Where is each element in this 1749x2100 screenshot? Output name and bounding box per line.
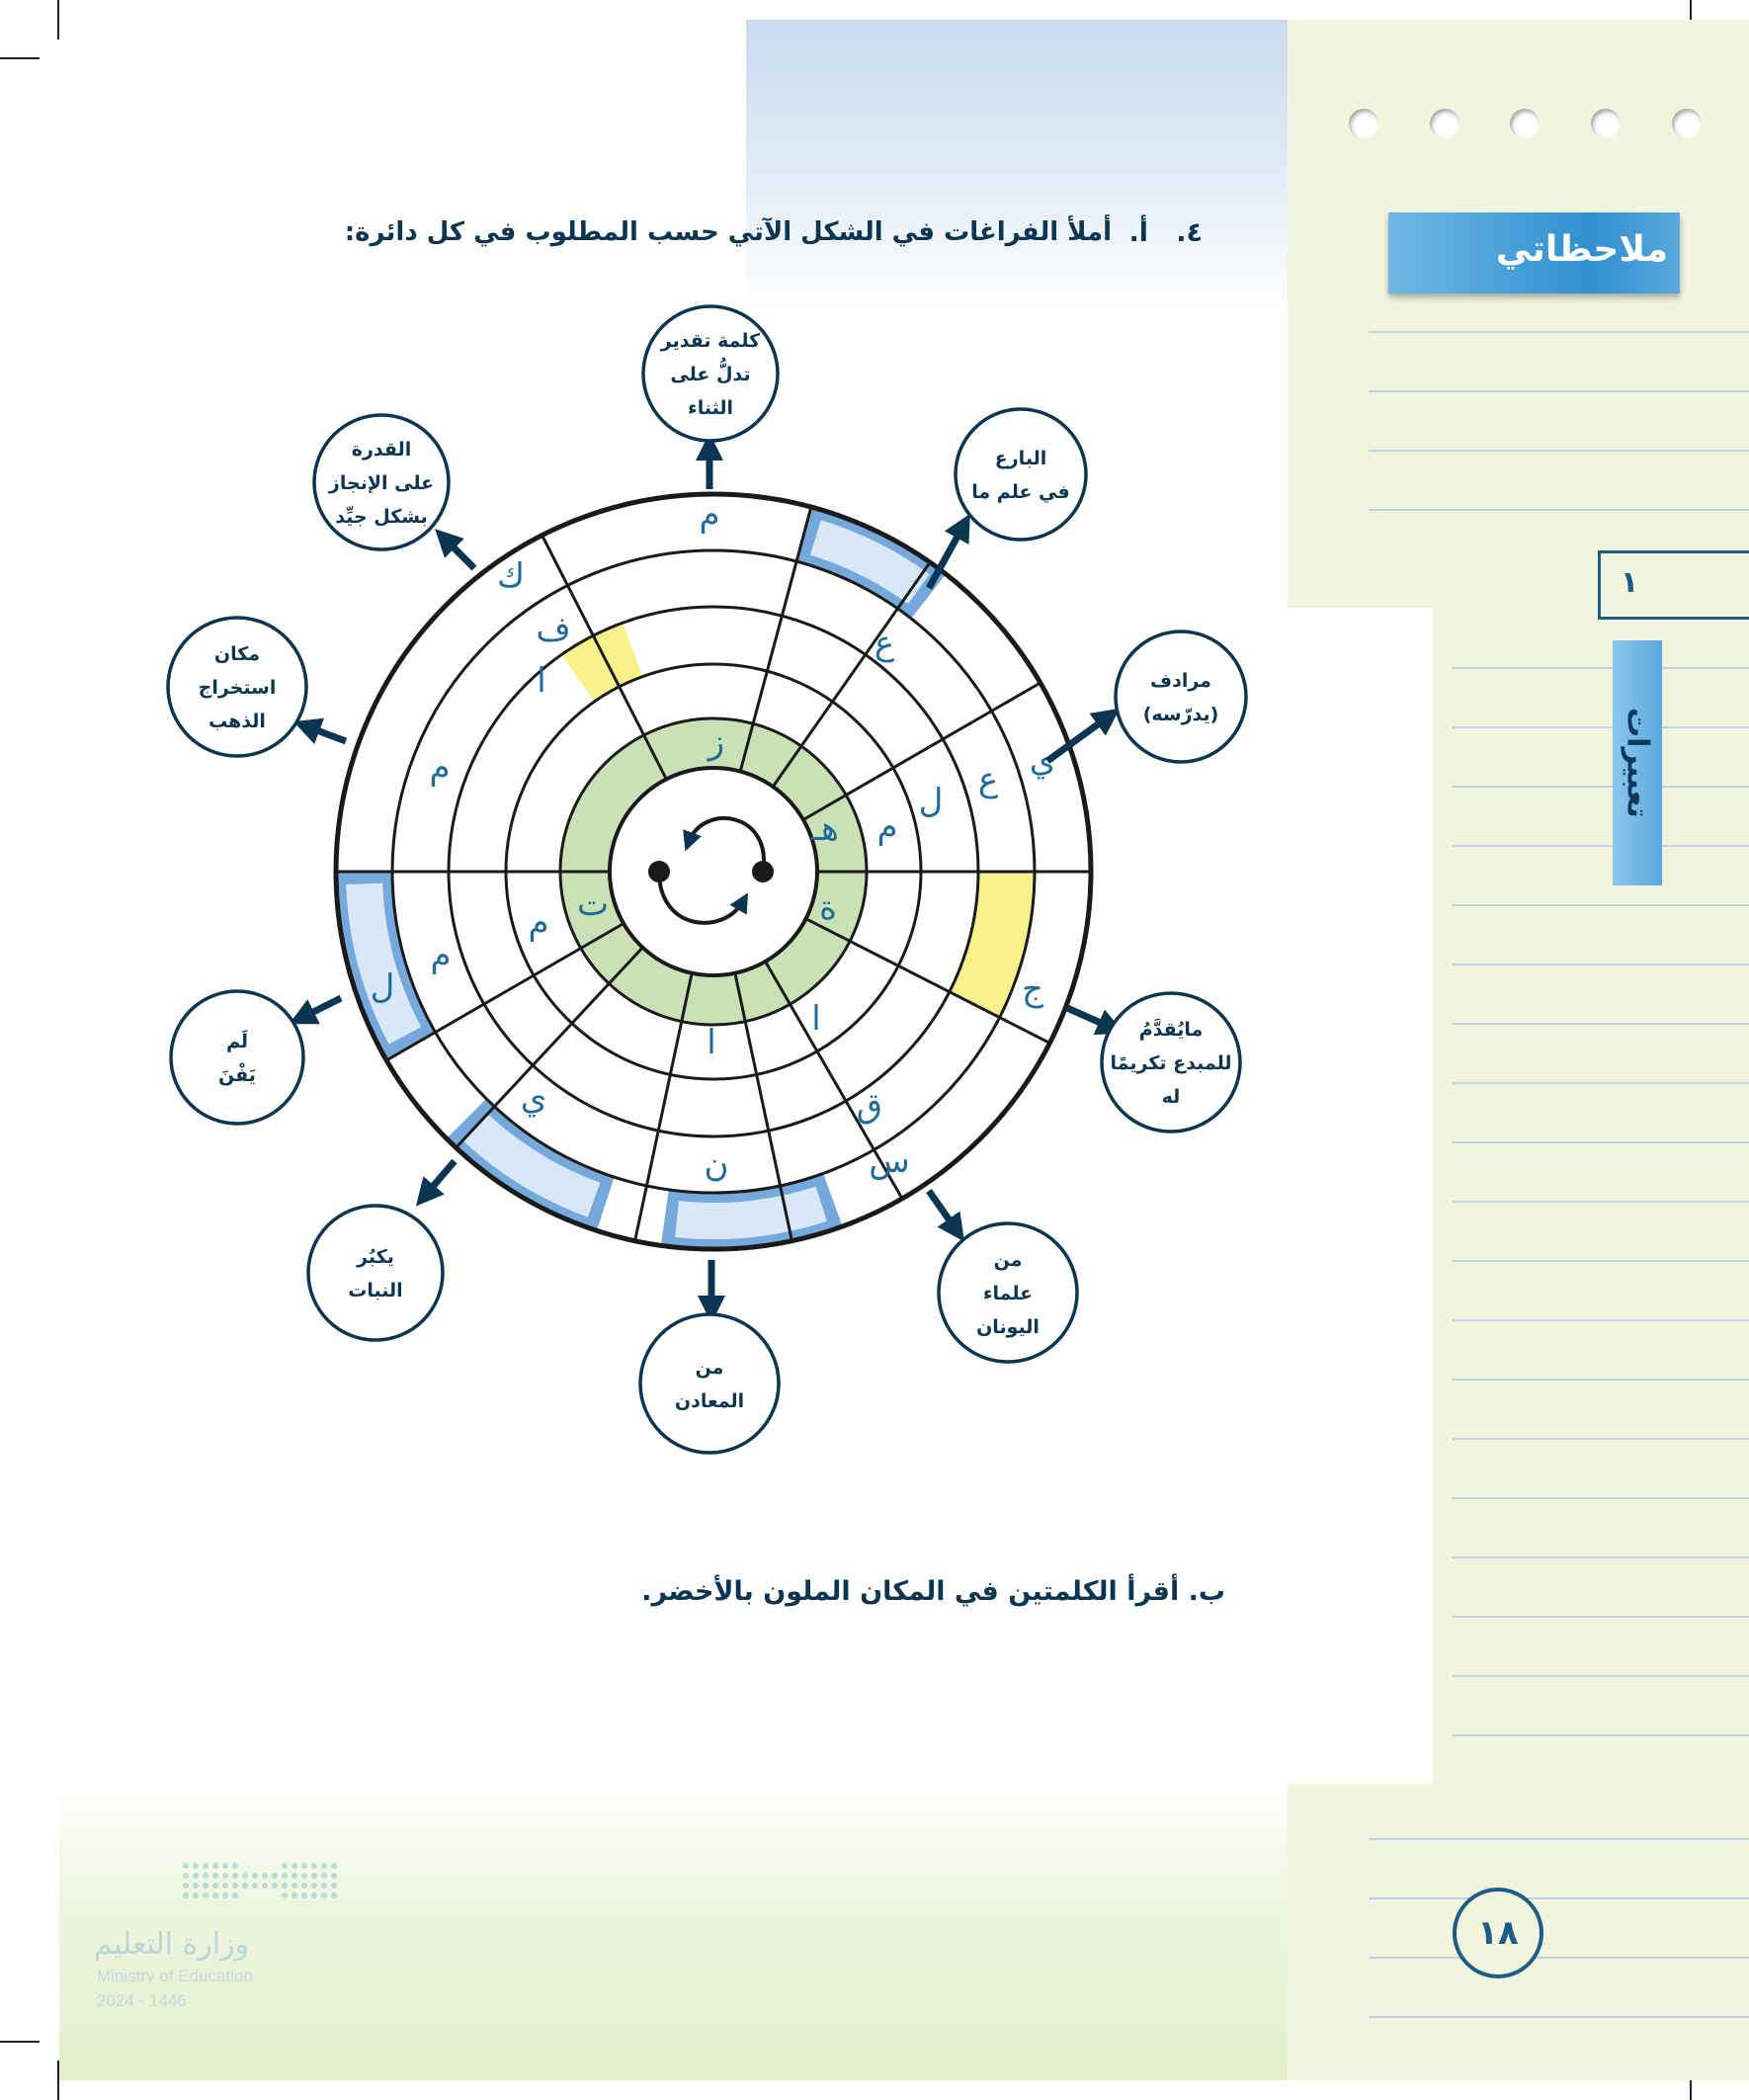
section-side-tab-label: تعبيرات: [1620, 708, 1655, 818]
center-dot: [648, 861, 670, 882]
clue-arrow-icon: [306, 726, 346, 741]
wheel-letter: ة: [819, 888, 837, 928]
wheel-letter: ي: [1029, 740, 1056, 780]
ministry-year: 2024 - 1446: [97, 1991, 187, 2010]
notes-title: ملاحظاتي: [1495, 229, 1668, 270]
clue-text: بشكل جيِّد: [335, 506, 428, 528]
clue-bubble: [171, 991, 303, 1124]
clue-text: كلمة تقدير: [660, 330, 761, 352]
clue-text: استخراج: [198, 677, 277, 699]
wheel-hub: [610, 768, 817, 975]
clue-text: المعادن: [674, 1390, 745, 1412]
wheel-letter: هـ: [811, 809, 839, 849]
wheel-letter: ت: [576, 884, 610, 924]
clue-arrow-icon: [425, 1161, 455, 1196]
clue-text: مكان: [213, 643, 261, 665]
question-number: ٤.: [1176, 217, 1203, 248]
wheel-letter: ك: [496, 556, 526, 596]
wheel-letter: ق: [856, 1086, 883, 1126]
clue-text: يكبُر: [357, 1246, 394, 1268]
clue-text: للمبدع تكريمًا: [1110, 1052, 1232, 1074]
clue-text: اليونان: [976, 1316, 1040, 1338]
wheel-letter: م: [876, 807, 898, 847]
wheel-letter: م: [699, 495, 720, 535]
center-dot: [752, 861, 774, 882]
clue-text: (يدرّسه): [1142, 704, 1219, 725]
wheel-letter: س: [869, 1141, 910, 1181]
part-b-instruction: ب. أقرأ الكلمتين في المكان الملون بالأخضر.: [641, 1576, 1225, 1607]
wheel-letter: ل: [918, 782, 944, 821]
ministry-name-arabic: وزارة التعليم: [94, 1927, 250, 1962]
wheel-letter: ع: [874, 624, 895, 663]
wheel-letter: ل: [370, 967, 395, 1007]
clue-arrow-icon: [929, 1191, 957, 1230]
wheel-letter: م: [528, 903, 549, 943]
wheel-letter: ي: [520, 1078, 547, 1118]
wheel-letter: م: [430, 936, 452, 975]
wheel-letter: ا: [537, 661, 546, 701]
clue-text: البارع: [994, 448, 1047, 469]
wheel-letter: ز: [708, 722, 725, 762]
clue-text: له: [1161, 1086, 1181, 1108]
clue-text: في علم ما: [971, 481, 1070, 503]
part-a-instruction: أملأ الفراغات في الشكل الآتي حسب المطلوب في كل دائرة:: [344, 217, 1112, 247]
clue-arrow-icon: [301, 998, 341, 1018]
clue-text: النبات: [348, 1280, 403, 1302]
wheel-letter: ن: [704, 1145, 729, 1185]
clue-text: القدرة: [351, 439, 412, 461]
clue-text: يَفْنَ: [218, 1064, 256, 1086]
wheel-letter: ف: [536, 610, 571, 649]
clue-text: من: [993, 1249, 1023, 1271]
clue-text: مايُقدَّمُ: [1138, 1019, 1204, 1041]
wheel-letter: ا: [811, 999, 821, 1039]
clue-text: لَم: [225, 1031, 249, 1052]
clue-bubble: [956, 409, 1086, 540]
wheel-letter: ج: [1022, 969, 1043, 1009]
clue-text: على الإنجاز: [328, 472, 435, 494]
unit-number: ١: [1621, 565, 1639, 600]
clue-bubble: [1116, 631, 1246, 762]
clue-arrow-icon: [1067, 1008, 1112, 1028]
clue-bubble: [640, 1314, 779, 1453]
page-number: ١٨: [1477, 1913, 1519, 1953]
wheel-letter: م: [429, 748, 451, 788]
clue-text: من: [695, 1357, 724, 1379]
part-a-letter: أ.: [1128, 217, 1148, 248]
wheel-letter: ا: [707, 1023, 716, 1062]
clue-text: الذهب: [208, 711, 266, 732]
clue-text: مرادف: [1150, 670, 1211, 692]
clue-bubble: [308, 1206, 443, 1340]
clue-text: الثناء: [687, 397, 734, 419]
clue-text: علماء: [982, 1283, 1034, 1304]
clue-arrow-icon: [445, 539, 474, 568]
clue-text: تدلُّ على: [670, 364, 751, 385]
wheel-letter: ع: [977, 760, 999, 799]
ministry-name-english: Ministry of Education: [97, 1967, 253, 1985]
